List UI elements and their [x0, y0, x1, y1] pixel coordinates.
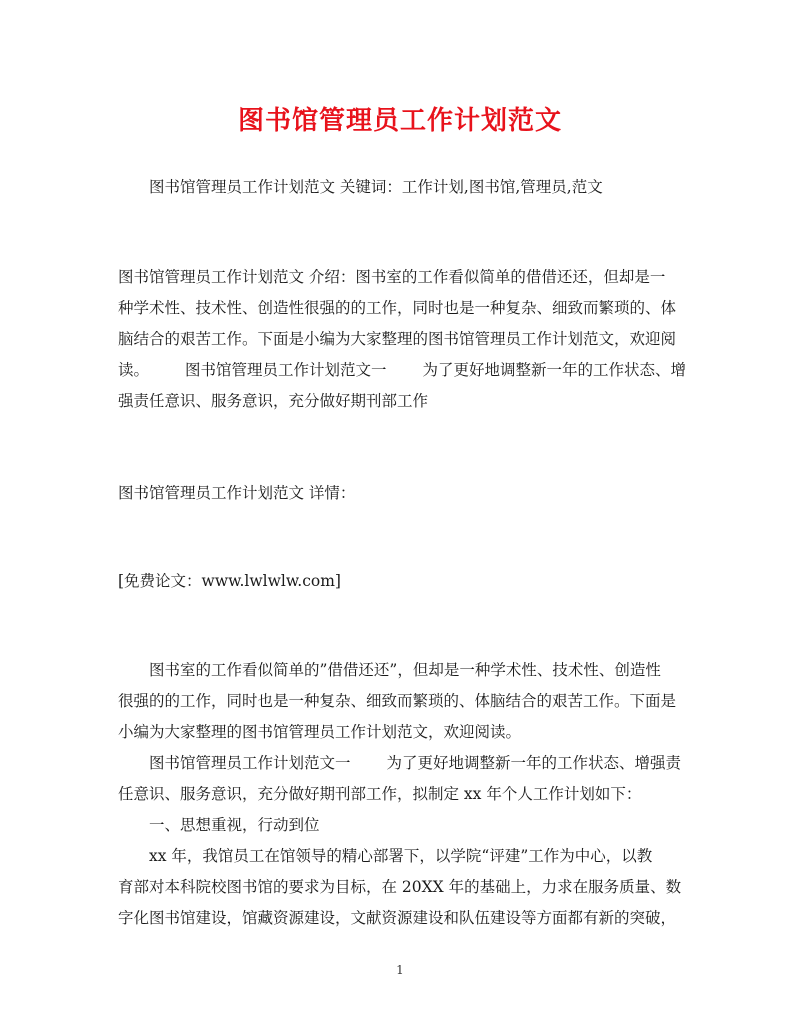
intro-line-3: 脑结合的艰苦工作。下面是小编为大家整理的图书馆管理员工作计划范文，欢迎阅: [118, 330, 677, 348]
intro-line-1: 图书馆管理员工作计划范文 介绍：图书室的工作看似简单的借借还还，但却是一: [118, 268, 666, 286]
body-para3-line-3: 字化图书馆建设，馆藏资源建设，文献资源建设和队伍建设等方面都有新的突破，: [118, 909, 677, 927]
keywords-line: [118, 172, 719, 203]
body-para1-line-3: 小编为大家整理的图书馆管理员工作计划范文，欢迎阅读。: [118, 723, 522, 741]
body-paragraph-3: [118, 841, 688, 934]
section-heading: 一、思想重视，行动到位: [149, 816, 320, 834]
body-para3-line-2: 育部对本科院校图书馆的要求为目标，在 20XX 年的基础上，力求在服务质量、数: [118, 878, 682, 896]
intro-line-4: [118, 355, 688, 386]
intro-line-2: 种学术性、技术性、创造性很强的的工作，同时也是一种复杂、细致而繁琐的、体: [118, 299, 677, 317]
body-para1-line-2: 很强的的工作，同时也是一种复杂、细致而繁琐的、体脑结合的艰苦工作。下面是: [118, 692, 677, 710]
source-line: [118, 566, 688, 597]
body-para2-line-2: 任意识、服务意识，充分做好期刊部工作，拟制定 xx 年个人工作计划如下：: [118, 785, 642, 803]
document-title: 图书馆管理员工作计划范文: [237, 106, 562, 136]
source-line-text: [免费论文：www.lwlwlw.com]: [118, 572, 341, 590]
body-paragraph-1: [118, 655, 688, 748]
intro-line-4-part-b: 图书馆管理员工作计划范文一: [185, 361, 387, 379]
body-para2-part-b: 为了更好地调整新一年的工作状态、增强责: [386, 754, 682, 772]
details-label: [118, 478, 688, 509]
body-para2-line-1: [118, 748, 688, 779]
intro-paragraph: [118, 262, 688, 417]
body-para3-line-1: xx 年，我馆员工在馆领导的精心部署下，以学院“评建”工作为中心，以教: [149, 847, 653, 865]
body-para2-part-a: 图书馆管理员工作计划范文一: [149, 754, 351, 772]
intro-line-5: 强责任意识、服务意识，充分做好期刊部工作: [118, 392, 429, 410]
page-number: 1: [396, 963, 404, 977]
body-paragraph-2: [118, 748, 688, 841]
body-para1-line-1: 图书室的工作看似简单的”借借还还”，但却是一种学术性、技术性、创造性: [149, 661, 661, 679]
intro-line-4-part-a: 读。: [118, 361, 150, 379]
keywords-text: 图书馆管理员工作计划范文 关键词：工作计划,图书馆,管理员,范文: [149, 178, 603, 196]
details-label-text: 图书馆管理员工作计划范文 详情：: [118, 484, 356, 502]
intro-line-4-part-c: 为了更好地调整新一年的工作状态、增: [422, 361, 687, 379]
